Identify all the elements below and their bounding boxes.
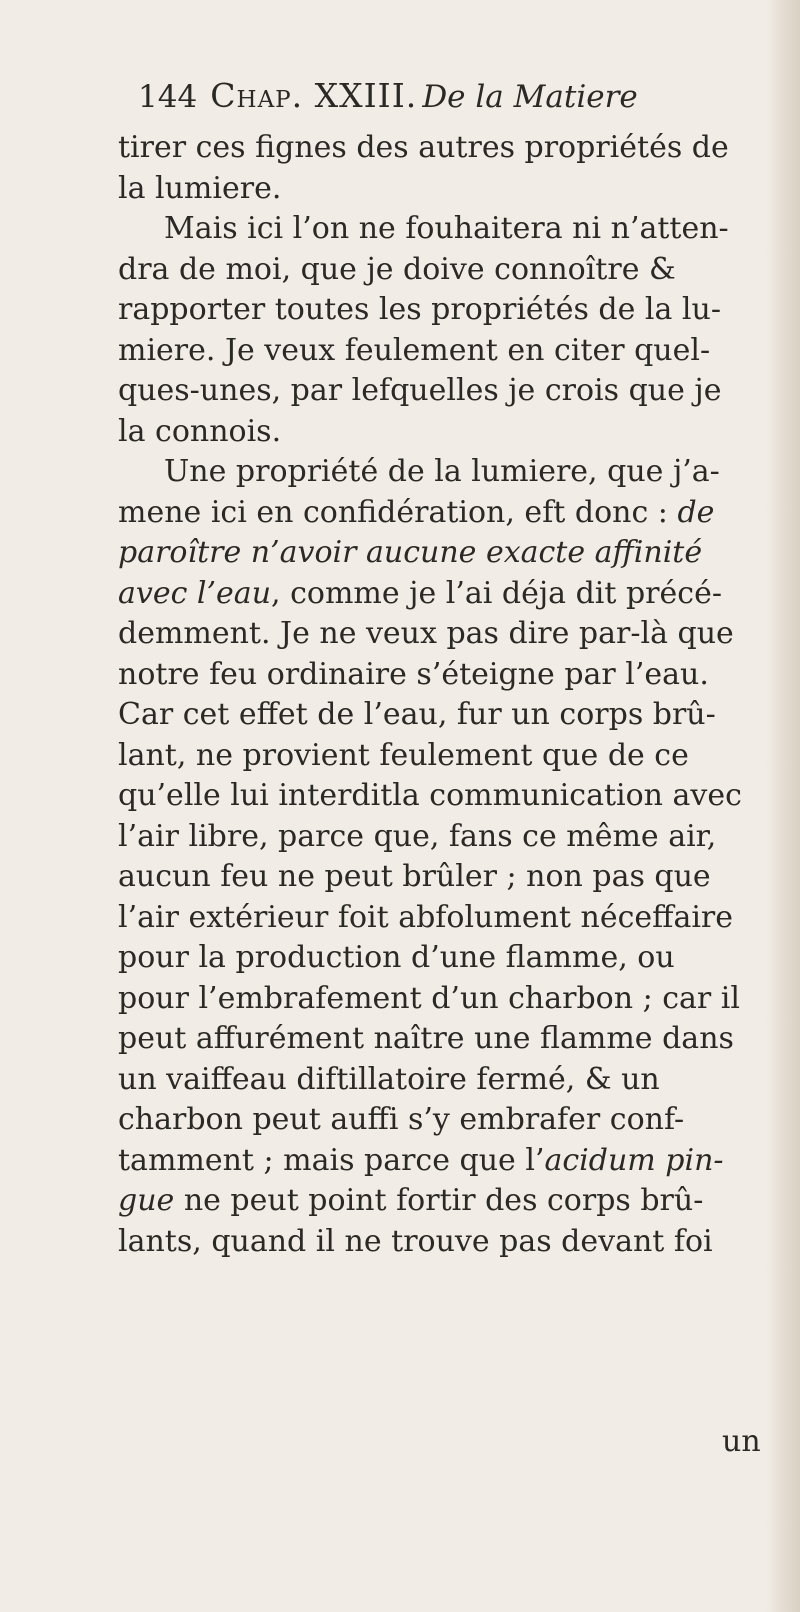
text-segment: l’air libre, parce que, fans ce même air, bbox=[118, 818, 717, 854]
text-line bbox=[118, 614, 790, 655]
text-line bbox=[118, 1181, 790, 1222]
text-segment: ne peut point fortir des corps brû- bbox=[174, 1183, 704, 1218]
text-line bbox=[118, 169, 790, 210]
text-line bbox=[118, 979, 790, 1020]
text-segment: dra de moi, que je doive connoître & bbox=[118, 251, 676, 287]
text-line bbox=[118, 938, 790, 979]
text-line bbox=[118, 1100, 790, 1141]
text-line bbox=[118, 331, 790, 372]
text-line bbox=[118, 736, 790, 777]
italic-text: gue bbox=[118, 1183, 175, 1218]
text-line bbox=[118, 452, 790, 493]
text-segment: pour la production d’une flamme, ou bbox=[118, 940, 675, 975]
text-line bbox=[118, 857, 790, 898]
running-title: De la Matiere bbox=[422, 79, 638, 115]
text-segment: qu’elle lui interditla communication avec bbox=[118, 778, 742, 813]
text-segment: Une propriété de la lumiere, que j’a- bbox=[164, 454, 720, 489]
text-segment: la connois. bbox=[118, 413, 282, 449]
text-line bbox=[118, 209, 790, 250]
text-segment: charbon peut auffi s’y embrafer conf- bbox=[118, 1102, 685, 1137]
text-line bbox=[118, 655, 790, 696]
italic-text: paroître n’avoir aucune exacte affinité bbox=[118, 535, 703, 570]
body-text bbox=[118, 128, 790, 1262]
text-line bbox=[118, 1222, 790, 1263]
text-line bbox=[118, 574, 790, 615]
text-line bbox=[118, 817, 790, 858]
text-line bbox=[118, 493, 790, 534]
text-segment: aucun feu ne peut brûler ; non pas que bbox=[118, 859, 711, 894]
text-segment: pour l’embrafement d’un charbon ; car il bbox=[118, 980, 740, 1016]
text-segment: lant, ne provient feulement que de ce bbox=[118, 737, 689, 773]
italic-text: acidum pin- bbox=[544, 1142, 724, 1178]
text-line bbox=[118, 898, 790, 939]
text-segment: notre feu ordinaire s’éteigne par l’eau. bbox=[118, 656, 709, 692]
text-segment: ques-unes, par lefquelles je crois que je bbox=[118, 373, 722, 408]
text-segment: tamment ; mais parce que l’ bbox=[118, 1142, 545, 1178]
text-line bbox=[118, 128, 790, 169]
text-segment: rapporter toutes les propriétés de la lu- bbox=[118, 292, 721, 327]
text-line bbox=[118, 290, 790, 331]
text-line bbox=[118, 776, 790, 817]
text-segment: tirer ces fignes des autres propriétés de bbox=[118, 130, 729, 165]
text-segment: lants, quand il ne trouve pas devant foi bbox=[118, 1223, 713, 1259]
text-segment: demment. Je ne veux pas dire par-là que bbox=[118, 616, 734, 651]
page-number: 144 bbox=[138, 79, 198, 115]
text-segment: miere. Je veux feulement en citer quel- bbox=[118, 332, 711, 368]
text-segment: un vaiffeau diftillatoire fermé, & un bbox=[118, 1061, 660, 1097]
text-line bbox=[118, 371, 790, 412]
italic-text: avec l’eau bbox=[118, 575, 272, 611]
text-line bbox=[118, 1019, 790, 1060]
catchword: un bbox=[722, 1424, 761, 1459]
chapter-title: Chap. XXIII. bbox=[210, 76, 418, 115]
text-line bbox=[118, 695, 790, 736]
text-segment: mene ici en confidération, eft donc : bbox=[118, 494, 678, 530]
text-segment: peut affurément naître une flamme dans bbox=[118, 1021, 734, 1056]
text-segment: la lumiere. bbox=[118, 170, 282, 206]
text-segment: , comme je l’ai déja dit précé- bbox=[271, 575, 722, 611]
text-line bbox=[118, 533, 790, 574]
italic-text: de bbox=[677, 494, 715, 530]
text-segment: Car cet effet de l’eau, fur un corps brû- bbox=[118, 697, 716, 732]
text-line bbox=[118, 412, 790, 453]
text-line bbox=[118, 250, 790, 291]
text-line bbox=[118, 1141, 790, 1182]
text-line bbox=[118, 1060, 790, 1101]
text-segment: l’air extérieur foit abfolument néceffaire bbox=[118, 899, 734, 935]
running-header bbox=[138, 76, 758, 126]
text-segment: Mais ici l’on ne fouhaitera ni n’atten- bbox=[164, 211, 729, 246]
